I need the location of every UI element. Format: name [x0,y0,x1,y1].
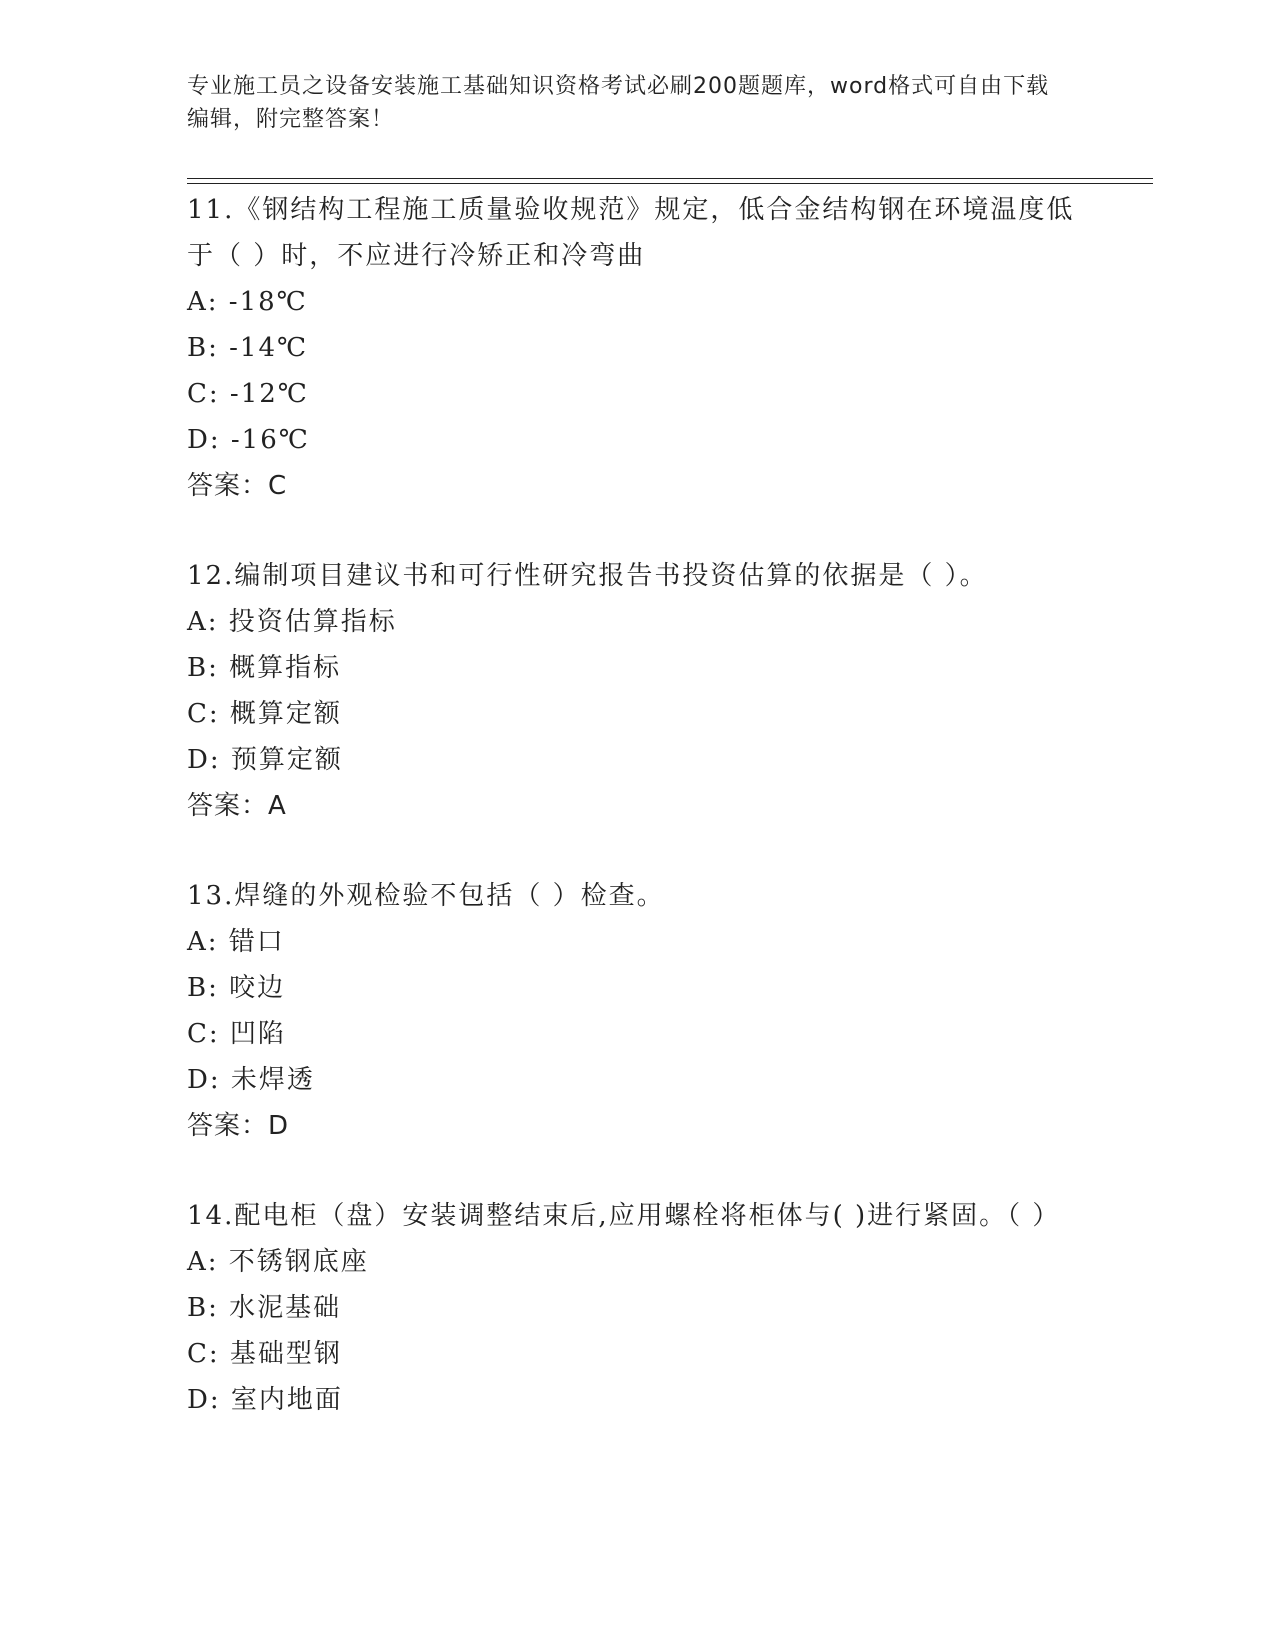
question-text: 13.焊缝的外观检验不包括（ ）检查。 [187,881,665,911]
option-d: D: 室内地面 [187,1385,343,1415]
option-d: D: 预算定额 [187,745,343,775]
question-11 [187,187,1087,509]
question-14 [187,1193,1087,1423]
question-text: 14.配电柜（盘）安装调整结束后,应用螺栓将柜体与( )进行紧固。（ ） [187,1201,1061,1231]
option-d: D: 未焊透 [187,1065,315,1095]
option-b: B: 水泥基础 [187,1293,342,1323]
option-c: C: -12℃ [187,379,309,409]
header-text: 专业施工员之设备安装施工基础知识资格考试必刷200题题库，word格式可自由下载编辑，附完整答案！ [187,74,1050,132]
option-d: D: -16℃ [187,425,310,455]
answer: 答案：D [187,1111,290,1141]
option-a: A: -18℃ [187,287,308,317]
option-b: B: 概算指标 [187,653,342,683]
header-divider-bottom [187,183,1153,184]
option-b: B: -14℃ [187,333,309,363]
question-12 [187,553,1087,829]
option-b: B: 咬边 [187,973,286,1003]
option-a: A: 不锈钢底座 [187,1247,369,1277]
question-text: 11.《钢结构工程施工质量验收规范》规定，低合金结构钢在环境温度低于（ ）时，不应进行冷矫正和冷弯曲 [187,195,1075,271]
option-c: C: 概算定额 [187,699,342,729]
option-a: A: 错口 [187,927,285,957]
option-c: C: 基础型钢 [187,1339,342,1369]
option-c: C: 凹陷 [187,1019,286,1049]
answer: 答案：A [187,791,287,821]
question-13 [187,873,1087,1149]
answer: 答案：C [187,471,288,501]
document-header [187,70,1067,136]
option-a: A: 投资估算指标 [187,607,397,637]
header-divider-top [187,178,1153,179]
question-text: 12.编制项目建议书和可行性研究报告书投资估算的依据是（ ）。 [187,561,988,591]
